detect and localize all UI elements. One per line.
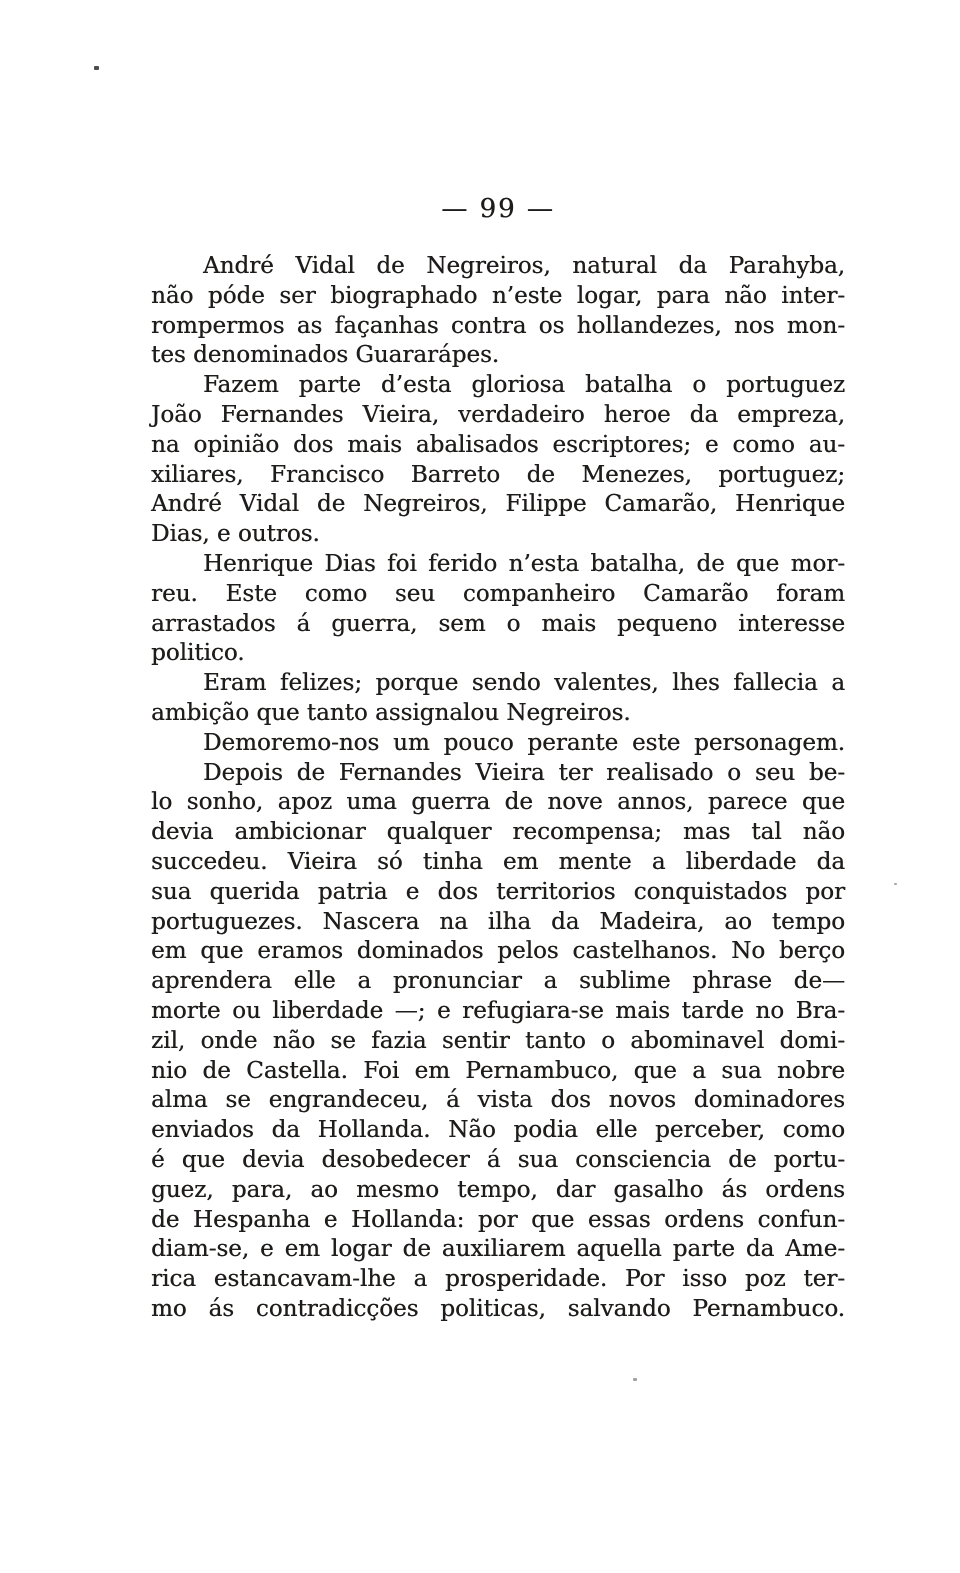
text-line: arrastados á guerra, sem o mais pequeno interesse [151,610,845,637]
text-line: de Hespanha e Hollanda: por que essas ordens confun- [151,1206,845,1233]
text-line: succedeu. Vieira só tinha em mente a liberdade da [151,848,845,875]
paragraph [151,669,845,729]
text-line: Fazem parte d’esta gloriosa batalha o portuguez [203,372,845,399]
text-line: sua querida patria e dos territorios conquistados por [151,878,845,905]
page-number: — 99 — [441,194,555,224]
text-line: na opinião dos mais abalisados escriptores; e como au- [151,431,845,458]
paragraph [151,759,845,1325]
paragraph [151,252,845,371]
text-line: devia ambicionar qualquer recompensa; mas tal não [151,819,845,846]
text-line: morte ou liberdade —; e refugiara-se mais tarde no Bra- [151,997,845,1024]
text-line: alma se engrandeceu, á vista dos novos dominadores [151,1087,845,1114]
paragraph [151,729,845,759]
text-line: rica estancavam-lhe a prosperidade. Por isso poz ter- [151,1266,845,1293]
scan-speck [94,66,99,70]
text-line: rompermos as façanhas contra os hollandezes, nos mon- [151,312,845,339]
scan-speck [894,883,897,885]
text-line: é que devia desobedecer á sua consciencia de portu- [151,1146,845,1173]
text-line: portuguezes. Nascera na ilha da Madeira, ao tempo [151,908,845,935]
text-line: Depois de Fernandes Vieira ter realisado o seu be- [203,759,845,786]
text-line: Henrique Dias foi ferido n’esta batalha, de que mor- [203,550,845,577]
text-line: xiliares, Francisco Barreto de Menezes, portuguez; [151,461,845,488]
text-line: diam-se, e em logar de auxiliarem aquella parte da Ame- [151,1236,845,1263]
text-line: tes denominados Guararápes. [151,342,500,369]
text-line: lo sonho, apoz uma guerra de nove annos, parece que [151,789,845,816]
text-line: reu. Este como seu companheiro Camarão foram [151,580,845,607]
text-line: ambição que tanto assignalou Negreiros. [151,699,631,726]
paragraph [151,550,845,669]
text-block [151,252,845,1325]
text-line: André Vidal de Negreiros, natural da Parahyba, [203,253,845,279]
text-line: guez, para, ao mesmo tempo, dar gasalho ás ordens [151,1176,845,1203]
scan-speck [633,1378,637,1381]
paragraph [151,371,845,550]
text-line: não póde ser biographado n’este logar, para não inter- [151,282,845,309]
text-line: nio de Castella. Foi em Pernambuco, que a sua nobre [151,1057,845,1084]
text-line: André Vidal de Negreiros, Filippe Camarão, Henrique [151,491,845,518]
text-line: aprendera elle a pronunciar a sublime phrase de— [151,968,845,995]
text-line: mo ás contradicções politicas, salvando Pernambuco. [151,1295,845,1322]
text-line: enviados da Hollanda. Não podia elle perceber, como [151,1117,845,1144]
text-line: João Fernandes Vieira, verdadeiro heroe da empreza, [151,401,845,428]
text-line: politico. [151,640,245,667]
text-line: em que eramos dominados pelos castelhanos. No berço [151,938,845,965]
text-line: Dias, e outros. [151,521,320,548]
text-line: zil, onde não se fazia sentir tanto o abominavel domi- [151,1027,845,1054]
text-line: Demoremo-nos um pouco perante este personagem. [203,729,845,756]
text-line: Eram felizes; porque sendo valentes, lhes fallecia a [203,670,845,697]
